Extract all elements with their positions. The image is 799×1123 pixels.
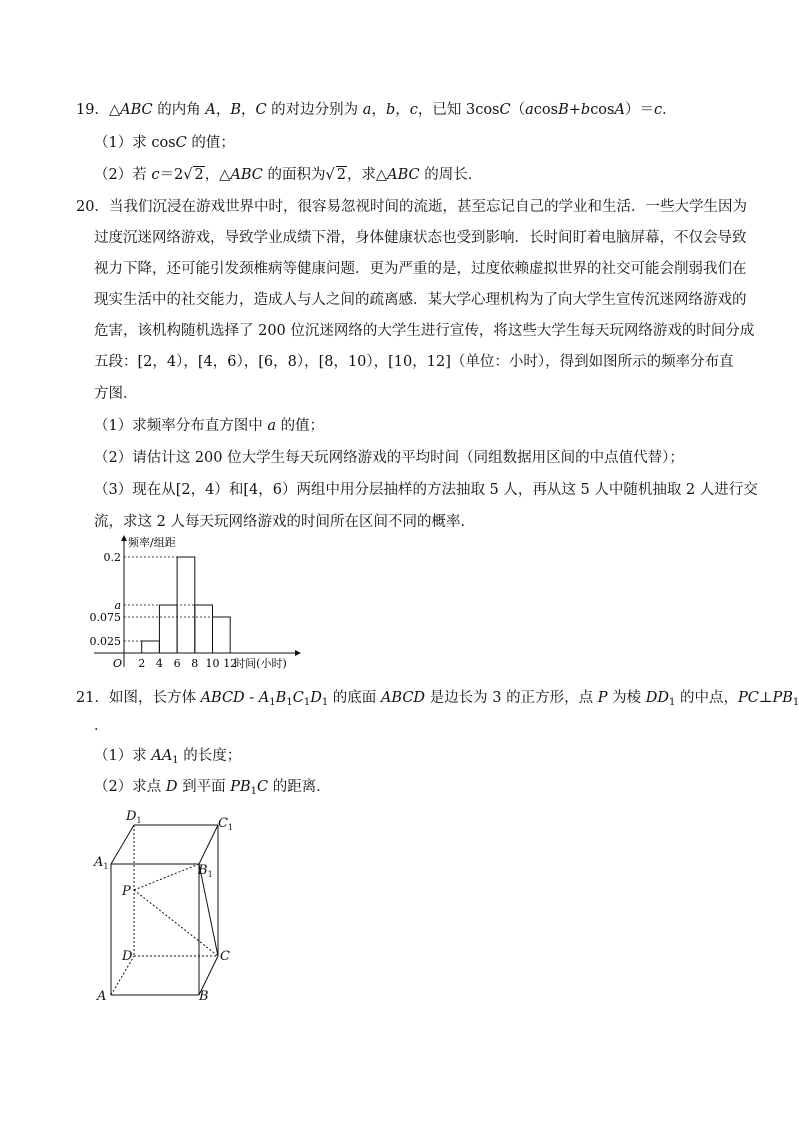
- y-tick-label: 0.2: [103, 551, 121, 564]
- histogram-bar: [142, 641, 160, 653]
- sqrt-symbol: √: [183, 167, 193, 183]
- label-A: A: [97, 989, 107, 1004]
- edge-B1-C1: [199, 825, 218, 864]
- q21-part2: （2）求点 D 到平面 $PB_1C$ 的距离．: [94, 779, 331, 797]
- label-B1: $B_1$: [198, 863, 213, 879]
- q20-part2: （2）请估计这 200 位大学生每天玩网络游戏的平均时间（同组数据用区间的中点值代替）；: [94, 450, 684, 466]
- label-A1: $A_1$: [94, 855, 109, 871]
- q20-line-1: 20．当我们沉浸在游戏世界中时，很容易忽视时间的流逝，甚至忘记自己的学业和生活．一些大学生因为: [76, 199, 747, 215]
- edge-A1-D1: [111, 825, 134, 864]
- segment-P-C: [134, 890, 218, 956]
- histogram-bar: [195, 605, 213, 653]
- segment-P-B1: [134, 864, 199, 890]
- sqrt-symbol: √: [325, 167, 335, 183]
- label-D1: $D_1$: [126, 809, 142, 825]
- x-tick-label: 10: [205, 657, 220, 670]
- x-tick-label: 6: [173, 657, 181, 670]
- q20-line-7: 方图．: [94, 386, 138, 402]
- q19-part2: （2）若 c＝2√ 2，△ABC 的面积为√ 2，求△ABC 的周长．: [94, 167, 483, 183]
- y-axis-label: 频率/组距: [128, 536, 176, 549]
- origin-label: O: [113, 657, 123, 670]
- x-tick-label: 4: [155, 657, 163, 670]
- q20-line-2: 过度沉迷网络游戏，导致学业成绩下滑，身体健康状态也受到影响．长时间盯着电脑屏幕，不仅会导致: [94, 230, 747, 246]
- y-tick-label: 0.025: [89, 635, 121, 648]
- q20-line-4: 现实生活中的社交能力，造成人与人之间的疏离感．某大学心理机构为了向大学生宣传沉迷网络游戏的: [94, 292, 747, 308]
- x-tick-label: 2: [138, 657, 146, 670]
- q21-stem: 21．如图，长方体 ABCD - $A_1B_1C_1D_1$ 的底面 ABCD 是边长为 3 的正方形，点 P 为棱 $DD_1$ 的中点，$PC\perp PB_1$: [76, 690, 799, 708]
- q20-part3-line-2: 流，求这 2 人每天玩网络游戏的时间所在区间不同的概率．: [94, 514, 475, 530]
- cuboid-figure: [88, 800, 248, 1010]
- q20-line-5: 危害，该机构随机选择了 200 位沉迷网络的大学生进行宣传，将这些大学生每天玩网络游戏的时间分成: [94, 323, 755, 339]
- label-P: P: [122, 884, 131, 899]
- q20-line-3: 视力下降，还可能引发颈椎病等健康问题．更为严重的是，过度依赖虚拟世界的社交可能会削弱我们在: [94, 261, 747, 277]
- x-tick-label: 12: [223, 657, 238, 670]
- histogram-bar: [213, 617, 231, 653]
- label-C1: $C_1$: [218, 816, 234, 832]
- q19-stem: 19．△ABC 的内角 A，B，C 的对边分别为 a，b，c，已知 3cosC（acosB+bcosA）＝c．: [76, 102, 677, 118]
- q20-part1: （1）求频率分布直方图中 a 的值；: [94, 418, 325, 434]
- y-tick-label: a: [114, 599, 121, 612]
- q21-stem-end: ．: [94, 718, 109, 734]
- label-B: B: [199, 989, 209, 1004]
- frequency-histogram: [88, 532, 308, 672]
- label-C: C: [220, 949, 230, 964]
- q20-part3-line-1: （3）现在从[2，4）和[4，6）两组中用分层抽样的方法抽取 5 人，再从这 5 人中随机抽取 2 人进行交: [94, 482, 758, 498]
- label-D: D: [122, 949, 133, 964]
- x-axis-label: 时间(小时): [234, 657, 287, 670]
- q21-part1: （1）求 $AA_1$ 的长度；: [94, 748, 242, 766]
- histogram-bar: [159, 605, 177, 653]
- x-tick-label: 8: [191, 657, 199, 670]
- y-tick-label: 0.075: [89, 611, 121, 624]
- q20-line-6: 五段：[2，4），[4，6），[6，8），[8，10），[10，12]（单位：小时），得到如图所示的频率分布直: [94, 354, 734, 370]
- q19-part1: （1）求 cosC 的值；: [94, 135, 235, 151]
